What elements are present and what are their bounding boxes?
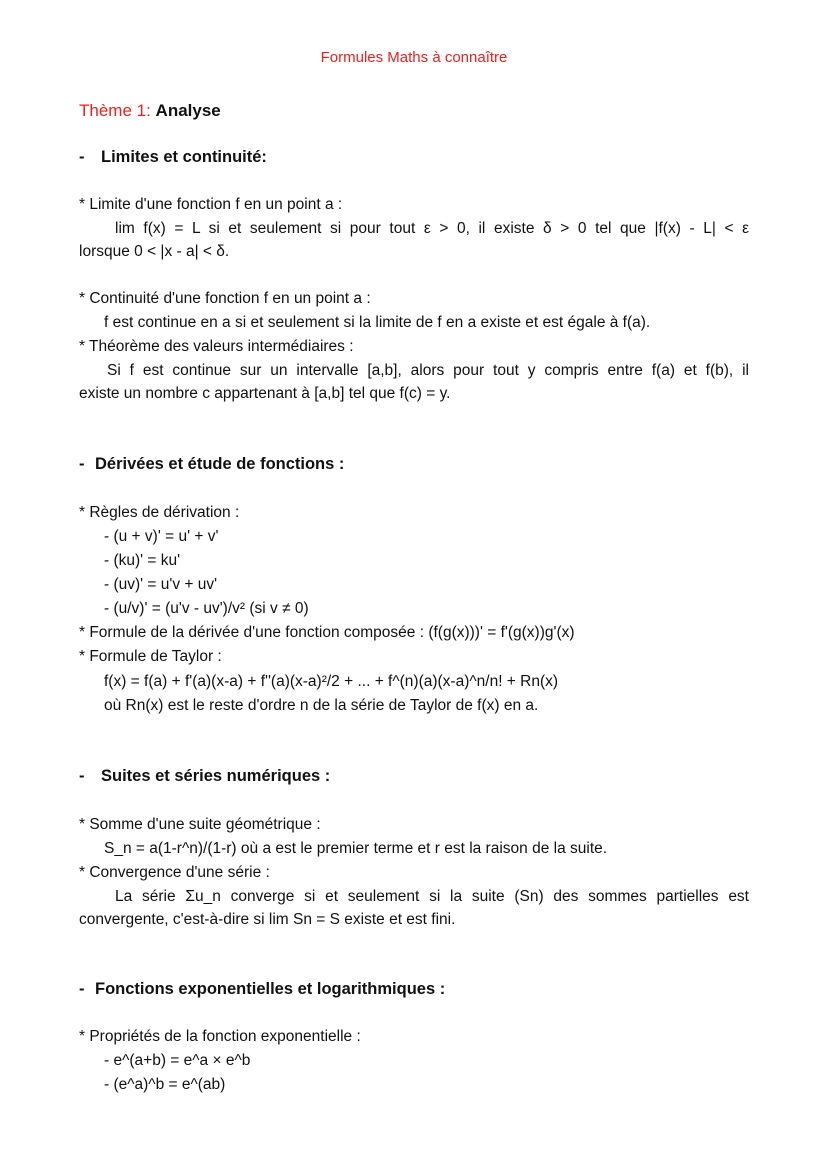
rule-item: - (u + v)' = u' + v' [104, 528, 219, 545]
exp-prop-item: - e^(a+b) = e^a × e^b [104, 1052, 251, 1069]
limite-def-line1: lim f(x) = L si et seulement si pour tout ε > 0, il existe δ > 0 tel que |f(x) - L| < ε [115, 220, 749, 237]
limite-title: * Limite d'une fonction f en un point a : [79, 196, 343, 213]
heading-dash: - [79, 455, 85, 473]
tvi-title: * Théorème des valeurs intermédiaires : [79, 338, 354, 355]
heading-text: Suites et séries numériques : [101, 767, 331, 785]
section-heading-exp-log [79, 980, 445, 999]
somme-title: * Somme d'une suite géométrique : [79, 816, 321, 833]
convergence-line1: La série Σu_n converge si et seulement si la suite (Sn) des sommes partielles est [115, 888, 749, 905]
continuite-title: * Continuité d'une fonction f en un point a : [79, 290, 371, 307]
exp-prop-item: - (e^a)^b = e^(ab) [104, 1076, 226, 1093]
rule-item: - (u/v)' = (u'v - uv')/v² (si v ≠ 0) [104, 600, 309, 617]
theme-name: Analyse [155, 101, 221, 120]
taylor-note: où Rn(x) est le reste d'ordre n de la série de Taylor de f(x) en a. [104, 697, 539, 714]
heading-dash: - [79, 148, 85, 166]
theme-heading [79, 101, 221, 121]
tvi-line2: existe un nombre c appartenant à [a,b] tel que f(c) = y. [79, 385, 451, 402]
composee-formula: * Formule de la dérivée d'une fonction composée : (f(g(x)))' = f'(g(x))g'(x) [79, 624, 575, 641]
theme-label: Thème 1: [79, 101, 156, 120]
limite-def-line2: lorsque 0 < |x - a| < δ. [79, 243, 230, 260]
section-heading-derivees [79, 455, 344, 474]
heading-text: Fonctions exponentielles et logarithmiques : [95, 980, 446, 998]
heading-dash: - [79, 980, 85, 998]
rule-item: - (ku)' = ku' [104, 552, 181, 569]
somme-formula: S_n = a(1-r^n)/(1-r) où a est le premier terme et r est la raison de la suite. [104, 840, 608, 857]
heading-dash: - [79, 767, 85, 785]
regles-title: * Règles de dérivation : [79, 504, 240, 521]
section-heading-limites [79, 148, 267, 167]
continuite-def: f est continue en a si et seulement si la limite de f en a existe et est égale à f(a). [104, 314, 651, 331]
document-title: Formules Maths à connaître [320, 49, 508, 66]
convergence-line2: convergente, c'est-à-dire si lim Sn = S existe et est fini. [79, 911, 456, 928]
tvi-line1: Si f est continue sur un intervalle [a,b], alors pour tout y compris entre f(a) et f(b), il [107, 362, 749, 379]
heading-text: Limites et continuité: [101, 148, 267, 166]
convergence-title: * Convergence d'une série : [79, 864, 270, 881]
section-heading-suites [79, 767, 330, 786]
taylor-formula: f(x) = f(a) + f'(a)(x-a) + f''(a)(x-a)²/2 + ... + f^(n)(a)(x-a)^n/n! + Rn(x) [104, 673, 559, 690]
taylor-title: * Formule de Taylor : [79, 648, 222, 665]
heading-text: Dérivées et étude de fonctions : [95, 455, 345, 473]
exp-props-title: * Propriétés de la fonction exponentielle : [79, 1028, 361, 1045]
rule-item: - (uv)' = u'v + uv' [104, 576, 218, 593]
